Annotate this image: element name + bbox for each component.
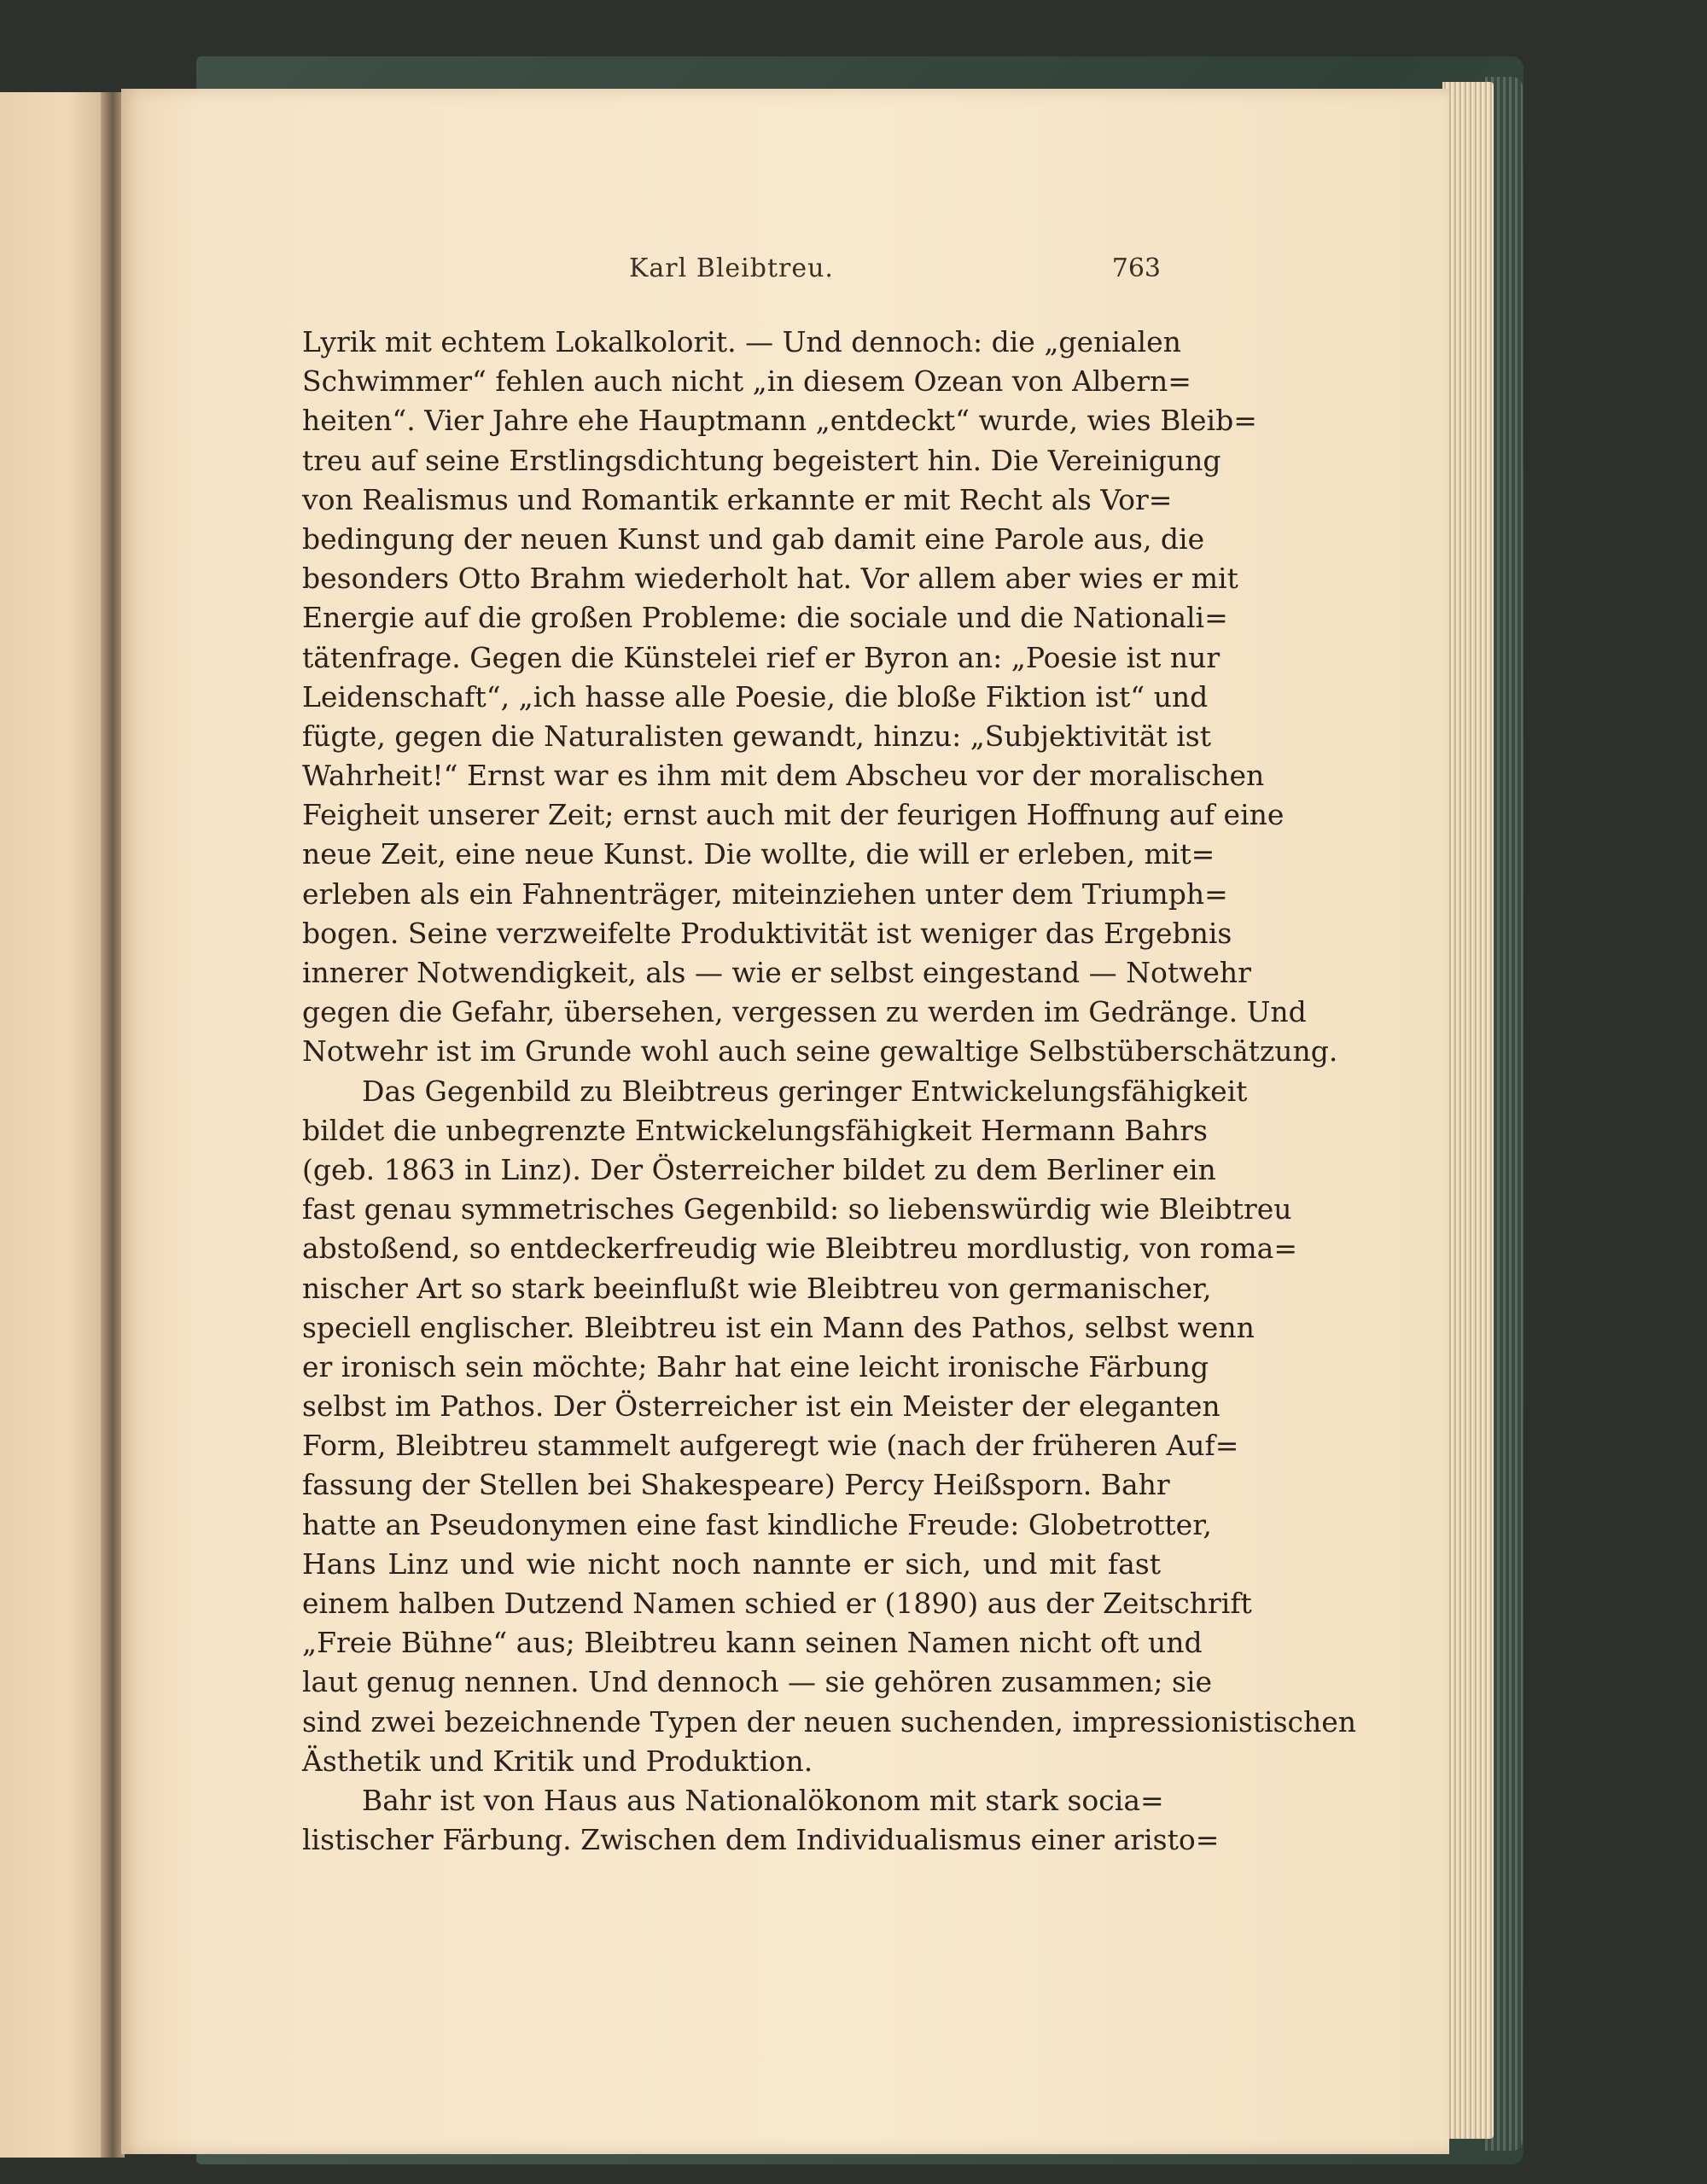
text-line: bedingung der neuen Kunst und gab damit eine Parole aus, die (302, 521, 1205, 556)
paragraph (302, 1072, 1357, 1781)
text-line: einem halben Dutzend Namen schied er (1890) aus der Zeitschrift (302, 1587, 1252, 1620)
left-page (0, 92, 113, 2158)
text-line: Form, Bleibtreu stammelt aufgeregt wie (nach der früheren Auf= (302, 1429, 1239, 1463)
body-text (302, 323, 1357, 1860)
text-line: hatte an Pseudonymen eine fast kindliche Freude: Globetrotter, (302, 1507, 1212, 1541)
text-line: Ästhetik und Kritik und Produktion. (302, 1744, 813, 1778)
text-line: Das Gegenbild zu Bleibtreus geringer Entwickelungsfähigkeit (362, 1074, 1248, 1108)
text-line: Schwimmer“ fehlen auch nicht „in diesem Ozean von Albern= (302, 364, 1191, 399)
text-line: selbst im Pathos. Der Österreicher ist ein Meister der eleganten (302, 1389, 1221, 1424)
page-header (302, 253, 1161, 296)
running-title: Karl Bleibtreu. (629, 253, 834, 283)
text-line: listischer Färbung. Zwischen dem Individualismus einer aristo= (302, 1823, 1220, 1857)
text-line: tätenfrage. Gegen die Künstelei rief er Byron an: „Poesie ist nur (302, 640, 1221, 674)
paragraph (302, 1781, 1220, 1860)
page-number: 763 (1111, 253, 1161, 283)
text-line: Bahr ist von Haus aus Nationalökonom mit stark socia= (362, 1783, 1164, 1817)
text-line: sind zwei bezeichnende Typen der neuen suchenden, impressionistischen (302, 1704, 1357, 1738)
text-line: innerer Notwendigkeit, als — wie er selbst eingestand — Notwehr (302, 956, 1251, 989)
text-line: Feigheit unserer Zeit; ernst auch mit der feurigen Hoffnung auf eine (302, 798, 1285, 832)
text-line: Hans Linz und wie nicht noch nannte er sich, und mit fast (302, 1546, 1161, 1581)
text-line: laut genug nennen. Und dennoch — sie gehören zusammen; sie (302, 1665, 1213, 1699)
paragraph (302, 323, 1338, 1072)
text-line: von Realismus und Romantik erkannte er mit Recht als Vor= (302, 482, 1173, 516)
text-line: fügte, gegen die Naturalisten gewandt, hinzu: „Subjektivität ist (302, 719, 1211, 753)
text-line: treu auf seine Erstlingsdichtung begeistert hin. Die Vereinigung (302, 443, 1221, 477)
text-line: neue Zeit, eine neue Kunst. Die wollte, die will er erleben, mit= (302, 837, 1215, 871)
text-line: (geb. 1863 in Linz). Der Österreicher bildet zu dem Berliner ein (302, 1152, 1216, 1186)
text-line: besonders Otto Brahm wiederholt hat. Vor allem aber wies er mit (302, 562, 1238, 596)
text-line: Energie auf die großen Probleme: die sociale und die Nationali= (302, 601, 1228, 635)
text-line: Lyrik mit echtem Lokalkolorit. — Und dennoch: die „genialen (302, 325, 1181, 358)
text-line: nischer Art so stark beeinflußt wie Bleibtreu von germanischer, (302, 1271, 1212, 1305)
text-line: „Freie Bühne“ aus; Bleibtreu kann seinen Namen nicht oft und (302, 1626, 1203, 1660)
text-line: er ironisch sein möchte; Bahr hat eine leicht ironische Färbung (302, 1349, 1209, 1383)
text-line: fast genau symmetrisches Gegenbild: so liebenswürdig wie Bleibtreu (302, 1192, 1292, 1226)
text-line: speciell englischer. Bleibtreu ist ein Mann des Pathos, selbst wenn (302, 1310, 1255, 1344)
text-line: fassung der Stellen bei Shakespeare) Percy Heißsporn. Bahr (302, 1468, 1170, 1502)
page-edges (1442, 82, 1494, 2139)
text-line: abstoßend, so entdeckerfreudig wie Bleibtreu mordlustig, von roma= (302, 1232, 1298, 1266)
text-line: Wahrheit!“ Ernst war es ihm mit dem Abscheu vor der moralischen (302, 759, 1265, 793)
text-line: Leidenschaft“, „ich hasse alle Poesie, die bloße Fiktion ist“ und (302, 679, 1209, 713)
text-line: gegen die Gefahr, übersehen, vergessen zu werden im Gedränge. Und (302, 995, 1307, 1029)
text-line: heiten“. Vier Jahre ehe Hauptmann „entdeckt“ wurde, wies Bleib= (302, 404, 1257, 438)
text-line: bildet die unbegrenzte Entwickelungsfähigkeit Hermann Bahrs (302, 1113, 1208, 1147)
text-line: Notwehr ist im Grunde wohl auch seine gewaltige Selbstüberschätzung. (302, 1034, 1338, 1069)
text-line: erleben als ein Fahnenträger, miteinziehen unter dem Triumph= (302, 877, 1228, 911)
text-line: bogen. Seine verzweifelte Produktivität ist weniger das Ergebnis (302, 916, 1232, 950)
